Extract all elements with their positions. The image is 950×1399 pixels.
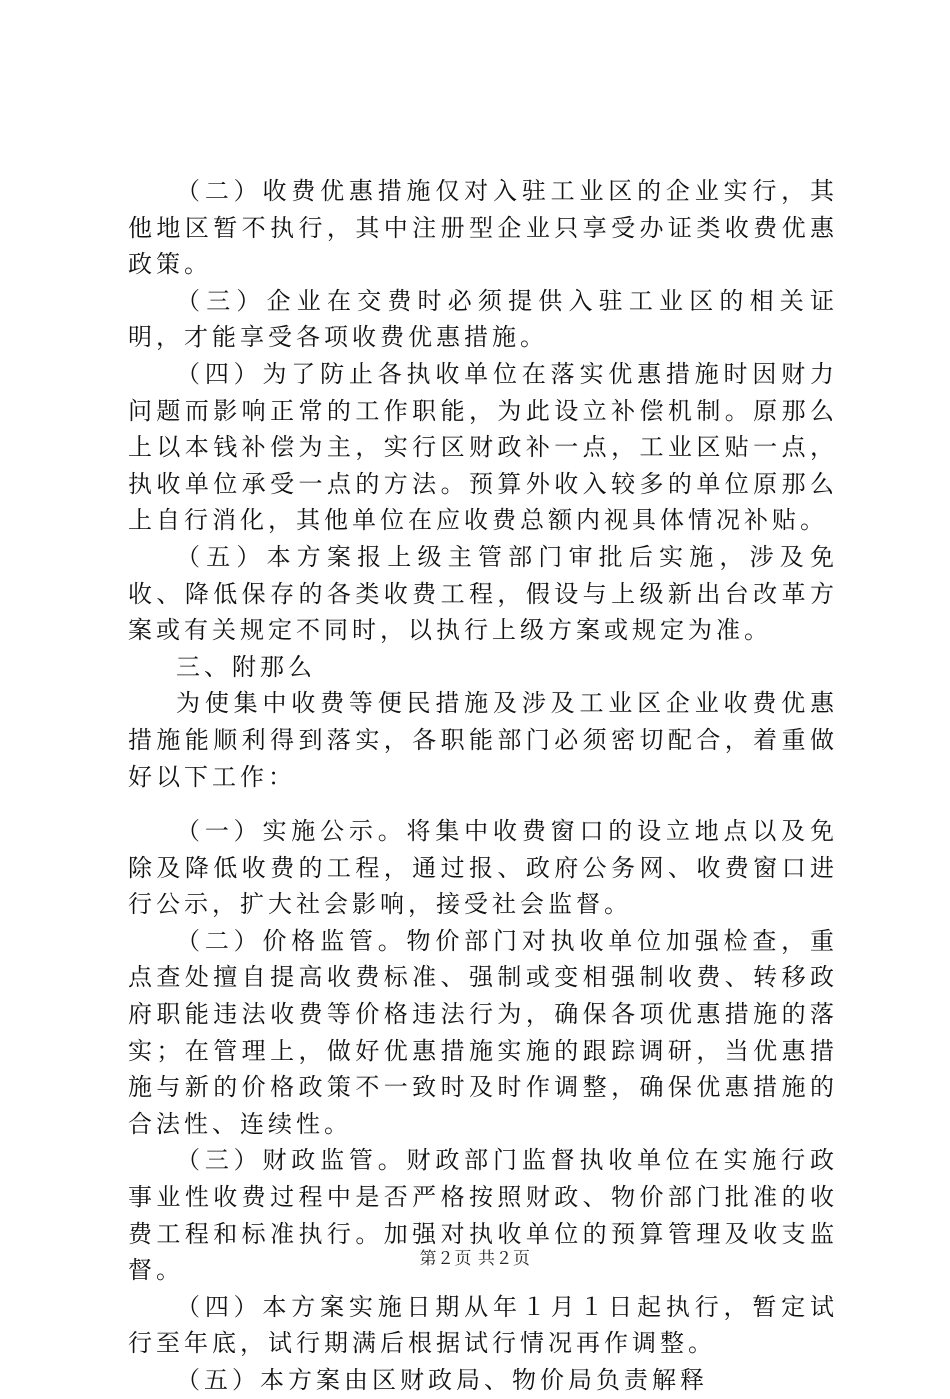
paragraph-approval: （五）本方案报上级主管部门审批后实施，涉及免收、降低保存的各类收费工程，假设与上级新出台改革方案或有关规定不同时，以执行上级方案或规定为准。 xyxy=(128,542,838,645)
paragraph-interpretation: （五）本方案由区财政局、物价局负责解释 xyxy=(176,1366,708,1394)
paragraph-fee-scope: （二）收费优惠措施仅对入驻工业区的企业实行，其他地区暂不执行，其中注册型企业只享受办证类收费优惠政策。 xyxy=(128,177,838,279)
paragraph-cooperation: 为使集中收费等便民措施及涉及工业区企业收费优惠措施能顺利得到落实，各职能部门必须密切配合，着重做好以下工作： xyxy=(128,689,838,791)
paragraph-compensation: （四）为了防止各执收单位在落实优惠措施时因财力问题而影响正常的工作职能，为此设立补偿机制。原那么上以本钱补偿为主，实行区财政补一点，工业区贴一点，执收单位承受一点的方法。预算外收入较多的单位原那么上自行消化，其他单位在应收费总额内视具体情况补贴。 xyxy=(128,359,838,535)
paragraph-finance-supervision: （三）财政监管。财政部门监督执收单位在实施行政事业性收费过程中是否严格按照财政、物价部门批准的收费工程和标准执行。加强对执收单位的预算管理及收支监督。 xyxy=(128,1146,838,1285)
paragraph-effective-date: （四）本方案实施日期从年１月１日起执行，暂定试行至年底，试行期满后根据试行情况再作调整。 xyxy=(128,1292,838,1358)
page-number-footer: 第２页 共２页 xyxy=(419,1249,531,1269)
section-heading-appendix: 三、附那么 xyxy=(176,652,316,681)
paragraph-spacer xyxy=(128,795,838,813)
paragraph-public-notice: （一）实施公示。将集中收费窗口的设立地点以及免除及降低收费的工程，通过报、政府公务网、收费窗口进行公示，扩大社会影响，接受社会监督。 xyxy=(128,817,838,919)
paragraph-price-supervision: （二）价格监管。物价部门对执收单位加强检查，重点查处擅自提高收费标准、强制或变相强制收费、转移政府职能违法收费等价格违法行为，确保各项优惠措施的落实；在管理上，做好优惠措施实施的跟踪调研，当优惠措施与新的价格政策不一致时及时作调整，确保优惠措施的合法性、连续性。 xyxy=(128,926,838,1138)
paragraph-proof-required: （三）企业在交费时必须提供入驻工业区的相关证明，才能享受各项收费优惠措施。 xyxy=(128,286,838,352)
document-body xyxy=(128,173,838,1399)
